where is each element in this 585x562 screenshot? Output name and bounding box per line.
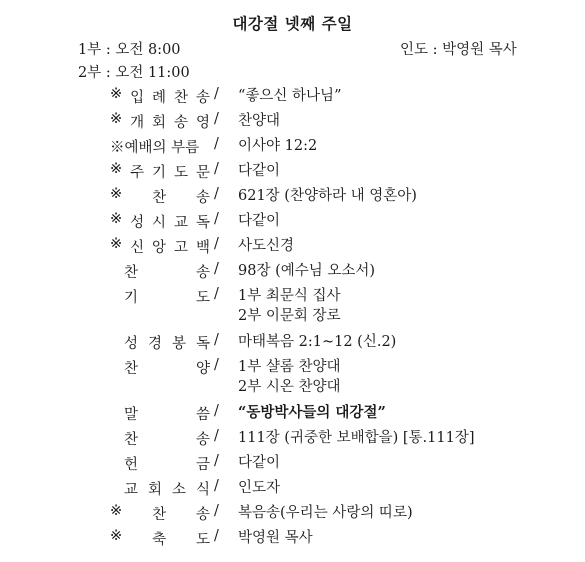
order-item-label: ※ 주 기 도 문 [110, 161, 210, 181]
order-item-label: 말 씀 [124, 407, 210, 423]
order-item-label: 헌 금 [124, 457, 210, 473]
order-item-label: 찬 양 [124, 361, 210, 377]
separator: / [214, 261, 219, 277]
separator: / [214, 503, 219, 519]
separator: / [214, 161, 219, 177]
separator: / [214, 453, 219, 469]
order-item-value: 사도신경 [238, 238, 295, 254]
separator: / [214, 186, 219, 202]
order-item-label: ※ 축 도 [110, 528, 210, 548]
separator: / [214, 211, 219, 227]
order-item-label: 찬 송 [124, 432, 210, 448]
order-item-value: 111장 (귀중한 보배합을) [통.111장] [238, 430, 475, 446]
order-item-label: ※ 개 회 송 영 [110, 111, 210, 131]
order-item-label: ※ 찬 송 [110, 186, 210, 206]
order-item-label: ※ 입 례 찬 송 [110, 86, 210, 106]
order-item-label: ※ 신 앙 고 백 [110, 236, 210, 256]
order-item-value: 다같이 [238, 213, 281, 229]
order-item-value: 인도자 [238, 480, 281, 496]
order-item-value: 다같이 [238, 163, 281, 179]
separator: / [214, 236, 219, 252]
second-service-time: 2부 : 오전 11:00 [78, 65, 190, 81]
order-item-label: 찬 송 [124, 265, 210, 281]
order-item-value: 마태복음 2:1~12 (신.2) [238, 334, 397, 350]
separator: / [214, 86, 219, 102]
bulletin-title: 대강절 넷째 주일 [232, 14, 353, 33]
order-item-value: 1부 샬롬 찬양대 2부 시온 찬양대 [238, 359, 341, 395]
order-item-label: 성 경 봉 독 [124, 336, 210, 352]
order-item-label: ※예배의 부름 [110, 140, 200, 156]
separator: / [214, 357, 219, 373]
order-item-value: “좋으신 하나님” [238, 88, 342, 104]
order-item-value: 1부 최문식 집사 2부 이문회 장로 [238, 288, 341, 324]
separator: / [214, 136, 219, 152]
separator: / [214, 528, 219, 544]
separator: / [214, 286, 219, 302]
separator: / [214, 111, 219, 127]
order-item-value: 이사야 12:2 [238, 138, 318, 154]
order-item-label: 교 회 소 식 [124, 482, 210, 498]
separator: / [214, 403, 219, 419]
separator: / [214, 332, 219, 348]
order-item-label: ※ 찬 송 [110, 503, 210, 523]
order-item-value: 621장 (찬양하라 내 영혼아) [238, 188, 417, 204]
service-leader: 인도 : 박영원 목사 [400, 42, 517, 58]
separator: / [214, 478, 219, 494]
sermon-title: “동방박사들의 대강절” [238, 404, 386, 421]
separator: / [214, 428, 219, 444]
order-item-value: 찬양대 [238, 113, 281, 129]
order-item-value: 다같이 [238, 455, 281, 471]
order-item-value: 복음송(우리는 사랑의 띠로) [238, 505, 413, 521]
first-service-time: 1부 : 오전 8:00 [78, 42, 181, 58]
order-item-label: 기 도 [124, 290, 210, 306]
order-item-label: ※ 성 시 교 독 [110, 211, 210, 231]
order-item-value: 박영원 목사 [238, 530, 313, 546]
order-item-value: 98장 (예수님 오소서) [238, 263, 376, 279]
